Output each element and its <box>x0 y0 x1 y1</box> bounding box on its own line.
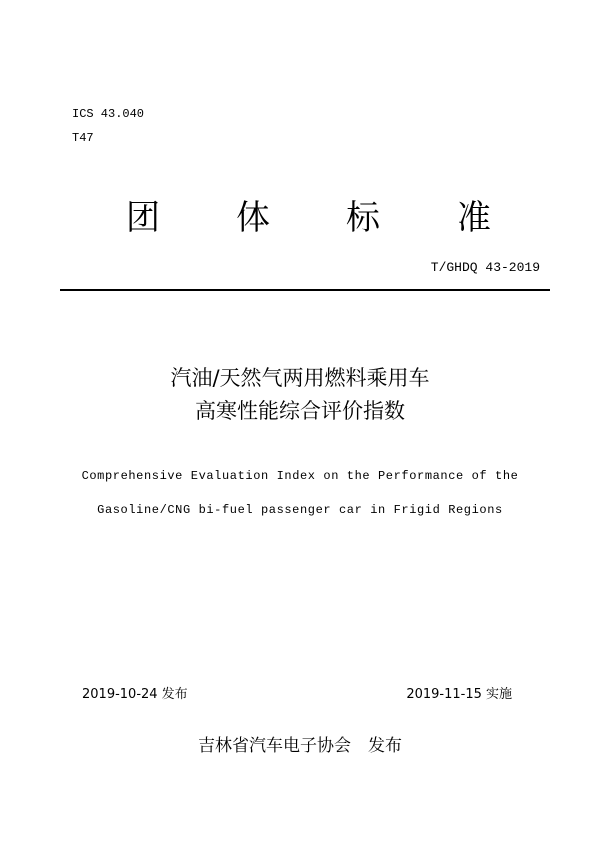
title-en-line-1: Comprehensive Evaluation Index on the Performance of the <box>81 469 519 483</box>
ics-code: ICS 43.040 <box>72 107 145 121</box>
standard-type-char: 标 <box>346 198 380 238</box>
publish-date: 2019-10-24 发布 <box>82 687 188 702</box>
document-number: T/GHDQ 43-2019 <box>430 260 540 275</box>
title-zh-line-2: 高寒性能综合评价指数 <box>195 399 405 423</box>
title-en-line-2: Gasoline/CNG bi-fuel passenger car in Frigid Regions <box>97 503 503 517</box>
divider <box>60 289 550 291</box>
standard-type-char: 团 <box>126 198 160 238</box>
title-zh-line-1: 汽油/天然气两用燃料乘用车 <box>170 366 430 390</box>
effective-date: 2019-11-15 实施 <box>406 687 512 702</box>
standard-type-char: 准 <box>457 198 491 238</box>
publisher: 吉林省汽车电子协会 发布 <box>198 736 402 756</box>
classification-code: T47 <box>72 131 94 145</box>
standard-type-char: 体 <box>236 198 270 238</box>
